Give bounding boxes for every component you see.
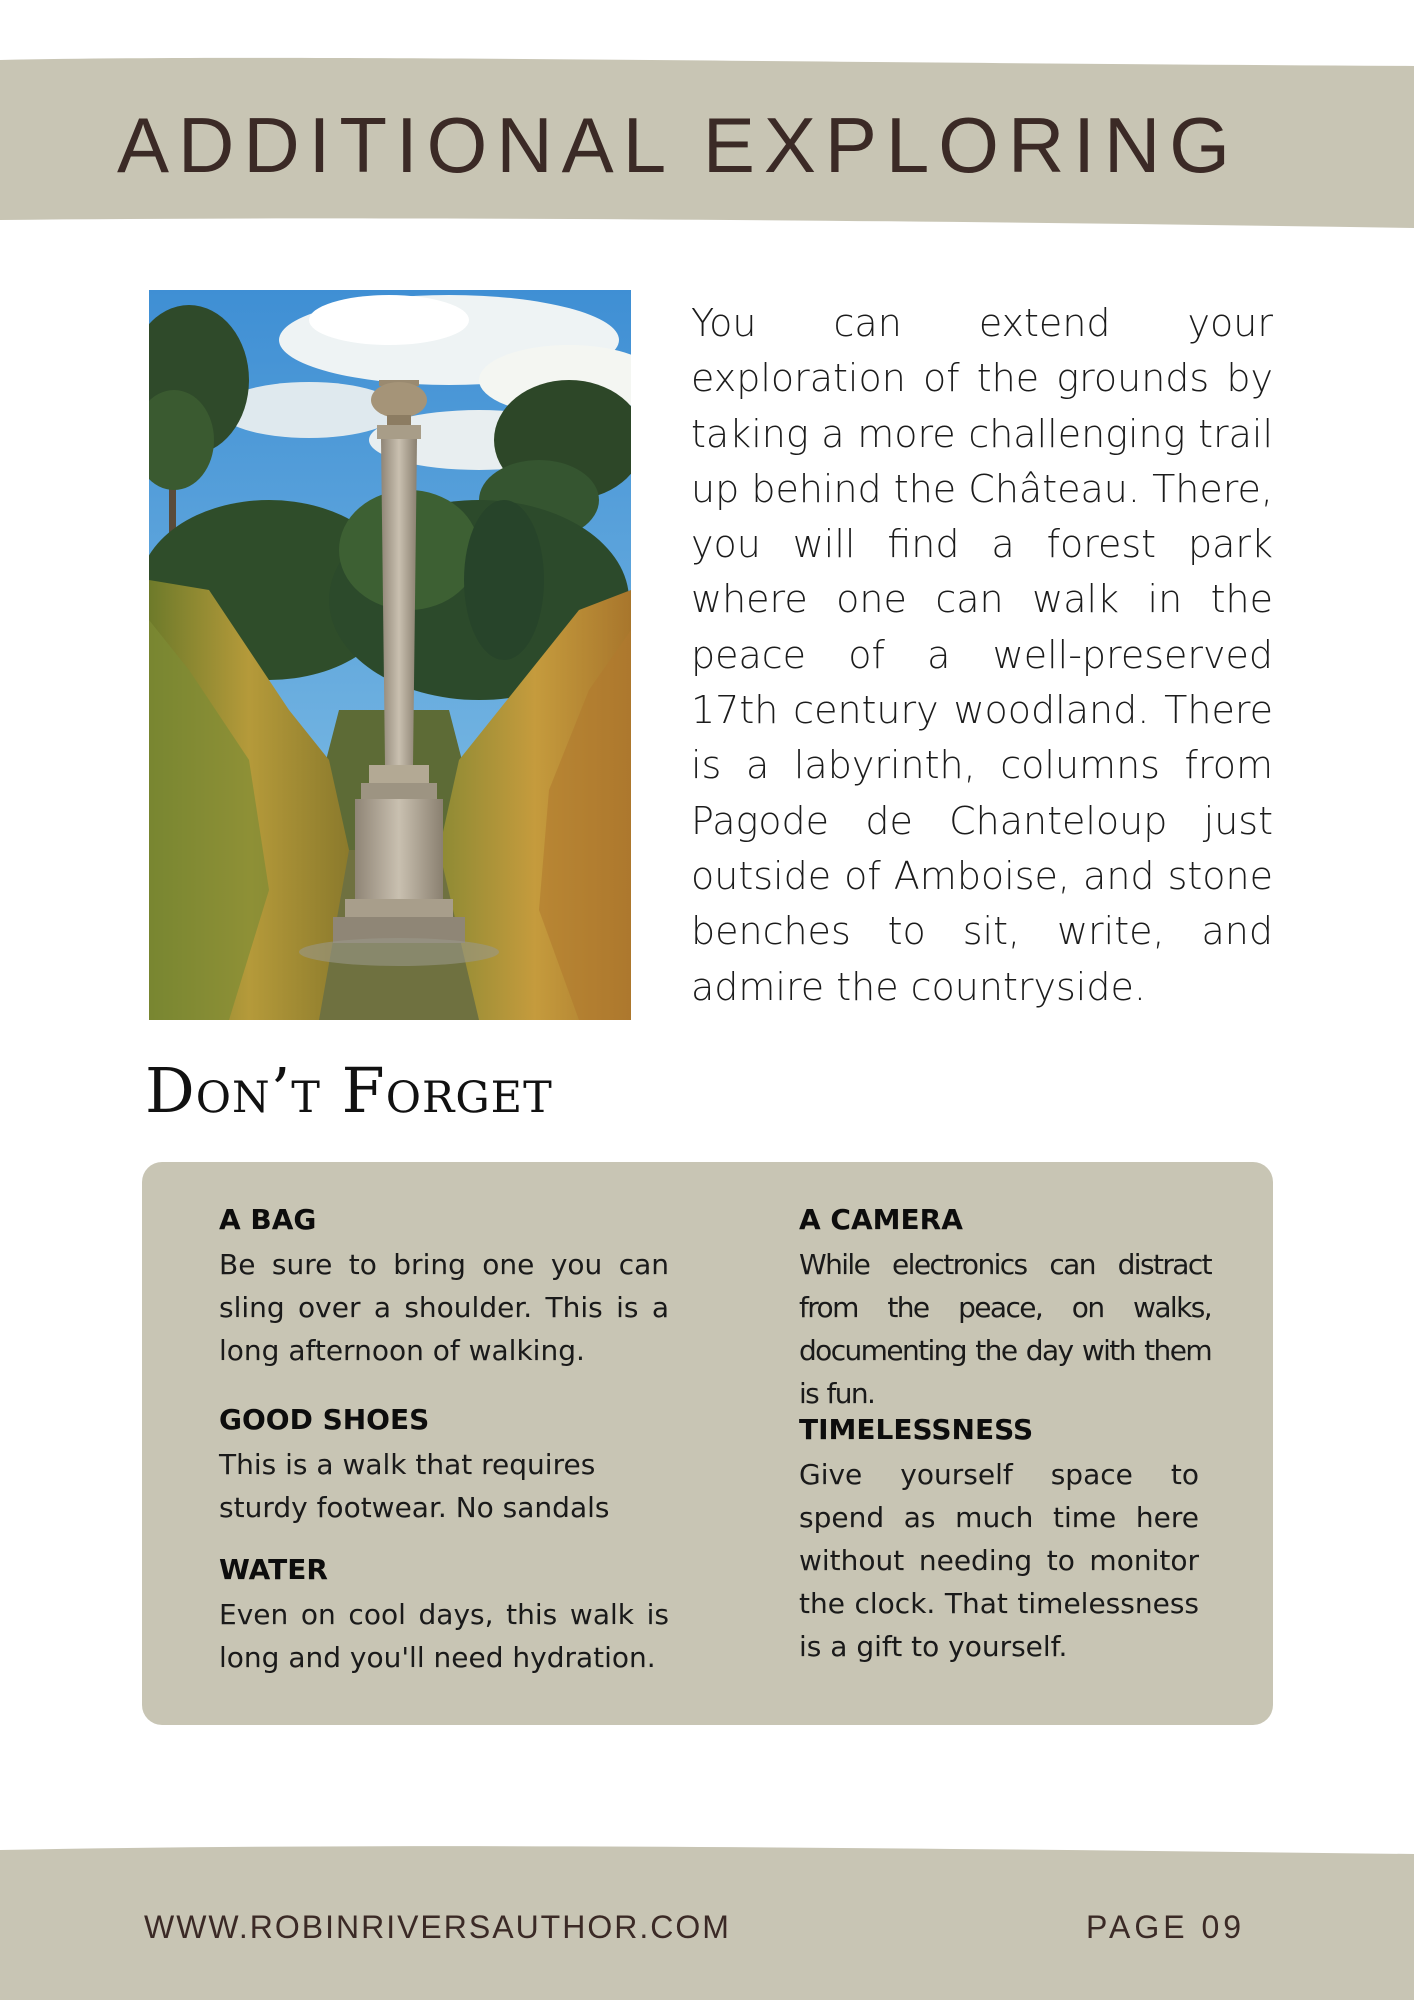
section-heading: Don’t Forget	[145, 1054, 553, 1127]
tip-text: Even on cool days, this walk is long and you'll need hydration.	[219, 1598, 669, 1674]
tip-title: TIMELESSNESS	[799, 1413, 1034, 1446]
tip-bag	[219, 1200, 669, 1372]
tip-text: Give yourself space to spend as much time here without needing to monitor the clock. That timelessness is a gift to yourself.	[799, 1458, 1199, 1663]
page-number: PAGE 09	[1086, 1909, 1246, 1945]
tip-title: A CAMERA	[799, 1203, 963, 1236]
tip-text: Be sure to bring one you can sling over a shoulder. This is a long afternoon of walking.	[219, 1248, 669, 1367]
tip-text: This is a walk that requires sturdy footwear. No sandals	[219, 1448, 610, 1524]
page-title: ADDITIONAL EXPLORING	[117, 101, 1239, 189]
column-photo	[149, 290, 631, 1020]
tip-title: WATER	[219, 1553, 328, 1586]
tip-text: While electronics can distract from the peace, on walks, documenting the day with them is fun.	[799, 1248, 1211, 1410]
footer-website-link[interactable]: WWW.ROBINRIVERSAUTHOR.COM	[144, 1909, 731, 1945]
tip-title: GOOD SHOES	[219, 1403, 430, 1436]
tip-camera	[799, 1200, 1211, 1415]
tip-good-shoes	[219, 1400, 669, 1529]
tip-timelessness	[799, 1410, 1199, 1668]
tip-title: A BAG	[219, 1203, 317, 1236]
tip-water	[219, 1550, 669, 1679]
tips-box	[142, 1162, 1273, 1725]
intro-paragraph: You can extend your exploration of the grounds by taking a more challenging trail up behind the Château. There, you will find a forest park where one can walk in the peace of a well-preserved 17th century woodland. There is a labyrinth, columns from Pagode de Chanteloup just outside of Amboise, and stone benches to sit, write, and admire the countryside.	[691, 301, 1273, 1009]
